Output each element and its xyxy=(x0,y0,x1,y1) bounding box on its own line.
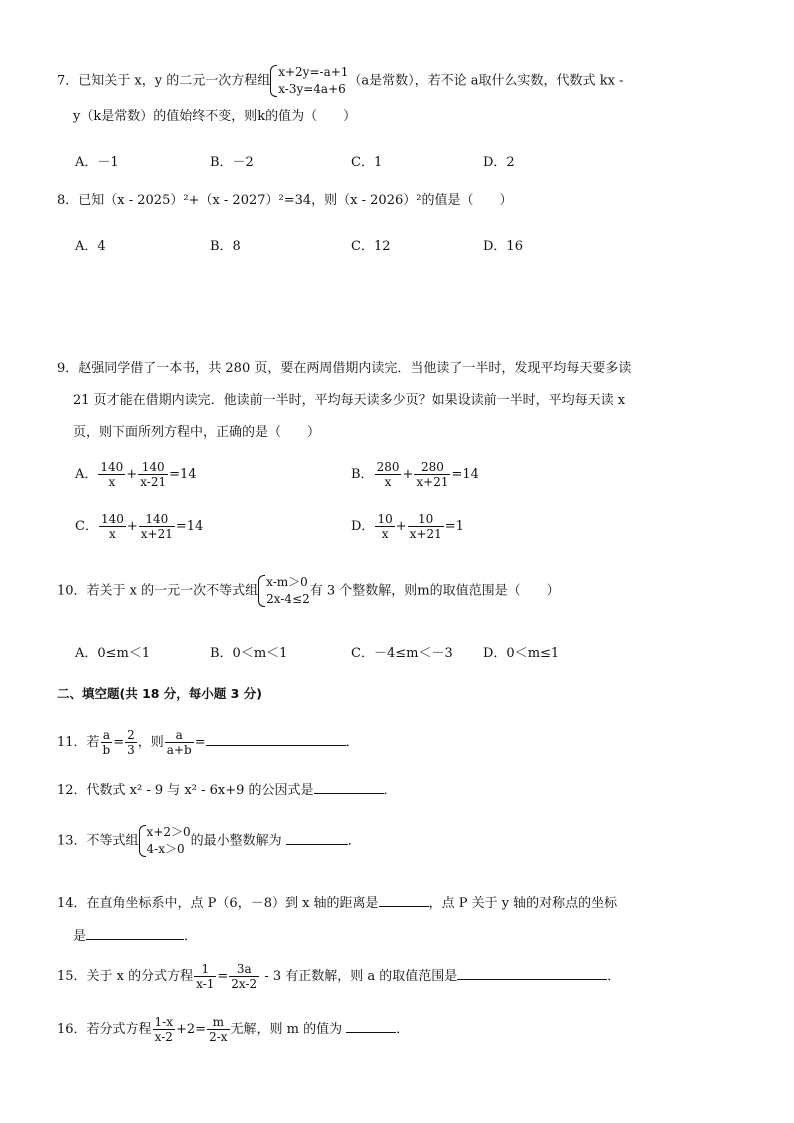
q8-option-a: A．4 xyxy=(75,239,106,254)
q14-text-mid: ，点 P 关于 y 轴的对称点的坐标 xyxy=(428,896,618,911)
numerator: 140 xyxy=(100,512,124,526)
denominator: b xyxy=(102,743,111,757)
q15-text: 15．关于 x 的分式方程 xyxy=(57,969,194,984)
answer-blank[interactable] xyxy=(379,892,429,907)
q14-line1 xyxy=(57,892,617,913)
rhs: =14 xyxy=(169,467,197,482)
numerator: 1 xyxy=(194,962,216,977)
q9-option-b: B． $\frac{280}{x}$ + $\frac{280}{x+21}$ =14 xyxy=(351,460,479,489)
q15-text-post: - 3 有正数解，则 a 的取值范围是 xyxy=(260,969,458,984)
q12-text: 12．代数式 x² - 9 与 x² - 6x+9 的公因式是 xyxy=(57,783,314,798)
denominator: 2-x xyxy=(209,1030,228,1044)
q9-option-c: C． $\frac{140}{x}$ + $\frac{140}{x+21}$ =14 xyxy=(75,512,204,541)
fraction xyxy=(375,512,394,541)
q13-line xyxy=(57,824,361,858)
denominator: x xyxy=(384,475,392,489)
fraction xyxy=(125,728,137,757)
denominator: x-21 xyxy=(140,475,167,489)
numerator: 10 xyxy=(408,512,444,527)
q7-line1 xyxy=(57,64,623,98)
q12-line xyxy=(57,779,397,800)
q13-ineq1: x+2＞0 xyxy=(146,825,191,839)
fraction xyxy=(153,1015,175,1044)
numerator: 2 xyxy=(127,728,135,742)
q15-line xyxy=(57,962,620,991)
q9-option-a: A． $\frac{140}{x}$ + $\frac{140}{x-21}$ =14 xyxy=(75,460,197,489)
q8-option-d: D．16 xyxy=(483,239,523,254)
option-label: B． xyxy=(351,467,374,482)
q14-text: 14．在直角坐标系中，点 P（6，－8）到 x 轴的距离是 xyxy=(57,896,379,911)
equals: = xyxy=(217,969,229,984)
q10-inequality-system xyxy=(258,574,310,608)
numerator: 280 xyxy=(376,460,400,474)
q10-option-b: B．0＜m＜1 xyxy=(210,646,288,661)
denominator: 2x-2 xyxy=(231,977,258,991)
fraction xyxy=(138,460,168,489)
numerator: 280 xyxy=(414,460,450,475)
fraction xyxy=(139,512,175,541)
denominator: x+21 xyxy=(416,475,449,489)
q7-text: 7．已知关于 x，y 的二元一次方程组 xyxy=(57,73,271,89)
rhs: =14 xyxy=(451,467,479,482)
equals: = xyxy=(194,735,206,750)
answer-blank[interactable] xyxy=(314,779,384,794)
q7-option-c: C．1 xyxy=(351,155,383,170)
q11-line xyxy=(57,728,359,757)
denominator: x-1 xyxy=(196,977,215,991)
fraction xyxy=(165,728,194,757)
denominator: 3 xyxy=(127,743,135,757)
q10-text-post: 有 3 个整数解，则m的取值范围是（ ） xyxy=(309,583,560,599)
period: ． xyxy=(607,969,621,984)
q14-line2 xyxy=(73,925,197,946)
q16-line xyxy=(57,1015,409,1044)
q13-ineq2: 4-x＞0 xyxy=(146,842,185,856)
section-heading: 二、填空题(共 18 分，每小题 3 分) xyxy=(57,686,262,701)
q11-text: 11．若 xyxy=(57,735,100,750)
answer-blank[interactable] xyxy=(206,731,346,746)
answer-blank[interactable] xyxy=(286,830,348,845)
fraction xyxy=(194,962,216,991)
option-label: C． xyxy=(75,519,98,534)
period: ． xyxy=(347,833,361,849)
fraction xyxy=(414,460,450,489)
answer-blank[interactable] xyxy=(346,1018,396,1033)
q13-text: 13．不等式组 xyxy=(57,833,139,849)
denominator: x xyxy=(108,475,116,489)
q9-line1: 9．赵强同学借了一本书，共 280 页，要在两周借期内读完．当他读了一半时，发现平均每天要多读 xyxy=(57,361,632,376)
q10-ineq1: x-m＞0 xyxy=(266,575,308,589)
rhs: =1 xyxy=(444,519,464,534)
q9-line2: 21 页才能在借期内读完．他读前一半时，平均每天读多少页？如果设读前一半时，平均每天读 x xyxy=(73,393,626,408)
period: ． xyxy=(345,735,359,750)
numerator: 140 xyxy=(138,460,168,475)
q10-option-a: A．0≤m＜1 xyxy=(75,646,151,661)
q10-line xyxy=(57,574,560,608)
q8-option-c: C．12 xyxy=(351,239,391,254)
q7-eq2: x-3y=4a+6 xyxy=(278,82,346,96)
fraction xyxy=(408,512,444,541)
q7-option-d: D．2 xyxy=(483,155,515,170)
fraction xyxy=(229,962,259,991)
q10-option-d: D．0＜m≤1 xyxy=(483,646,560,661)
q16-text-post: 无解，则 m 的值为 xyxy=(230,1022,347,1037)
numerator: 1-x xyxy=(154,1015,174,1029)
q13-text-post: 的最小整数解为 xyxy=(190,833,286,849)
q9-line3: 页，则下面所列方程中，正确的是（ ） xyxy=(73,425,321,440)
denominator: x-2 xyxy=(154,1030,173,1044)
denominator: x+21 xyxy=(409,527,442,541)
q7-line2: y（k是常数）的值始终不变，则k的值为（ ） xyxy=(73,109,357,124)
numerator: a xyxy=(101,728,113,743)
answer-blank[interactable] xyxy=(86,925,184,940)
q7-option-a: A．－1 xyxy=(75,155,119,170)
answer-blank[interactable] xyxy=(457,965,607,980)
option-label: D． xyxy=(351,519,375,534)
q10-text: 10．若关于 x 的一元一次不等式组 xyxy=(57,583,259,599)
q10-option-c: C．－4≤m＜－3 xyxy=(351,646,453,661)
q9-option-d: D． $\frac{10}{x}$ + $\frac{10}{x+21}$ =1 xyxy=(351,512,464,541)
denominator: a+b xyxy=(166,743,192,757)
numerator: m xyxy=(207,1015,229,1030)
q7-text-post: （a是常数），若不论 a取什么实数，代数式 kx - xyxy=(348,73,624,89)
q8-option-b: B．8 xyxy=(210,239,241,254)
q7-option-b: B．－2 xyxy=(210,155,254,170)
period: ． xyxy=(396,1022,410,1037)
q7-equation-system xyxy=(270,64,348,98)
period: ． xyxy=(383,783,397,798)
numerator: 3a xyxy=(229,962,259,977)
q16-text: 16．若分式方程 xyxy=(57,1022,152,1037)
q8-question: 8．已知（x - 2025）²+（x - 2027）²=34，则（x - 2026）²的值是（ ） xyxy=(57,193,513,208)
fraction xyxy=(207,1015,229,1044)
denominator: x xyxy=(109,527,116,541)
period: ． xyxy=(184,929,198,944)
rhs: =14 xyxy=(175,519,204,534)
fraction xyxy=(98,460,125,489)
option-label: A． xyxy=(75,467,98,482)
numerator: 140 xyxy=(100,460,124,474)
q7-eq1: x+2y=-a+1 xyxy=(278,65,349,79)
q11-text-mid: ，则 xyxy=(137,735,164,750)
equals: = xyxy=(113,735,125,750)
fraction xyxy=(375,460,402,489)
fraction xyxy=(101,728,113,757)
numerator: a xyxy=(165,728,194,743)
numerator: 140 xyxy=(139,512,175,527)
fraction xyxy=(99,512,126,541)
denominator: x xyxy=(381,527,389,541)
q16-text-mid: +2= xyxy=(176,1022,207,1037)
q13-inequality-system xyxy=(139,824,191,858)
denominator: x+21 xyxy=(140,527,173,541)
numerator: 10 xyxy=(377,512,393,526)
q10-ineq2: 2x-4≤2 xyxy=(266,592,310,606)
q14-text-2: 是 xyxy=(73,929,87,944)
